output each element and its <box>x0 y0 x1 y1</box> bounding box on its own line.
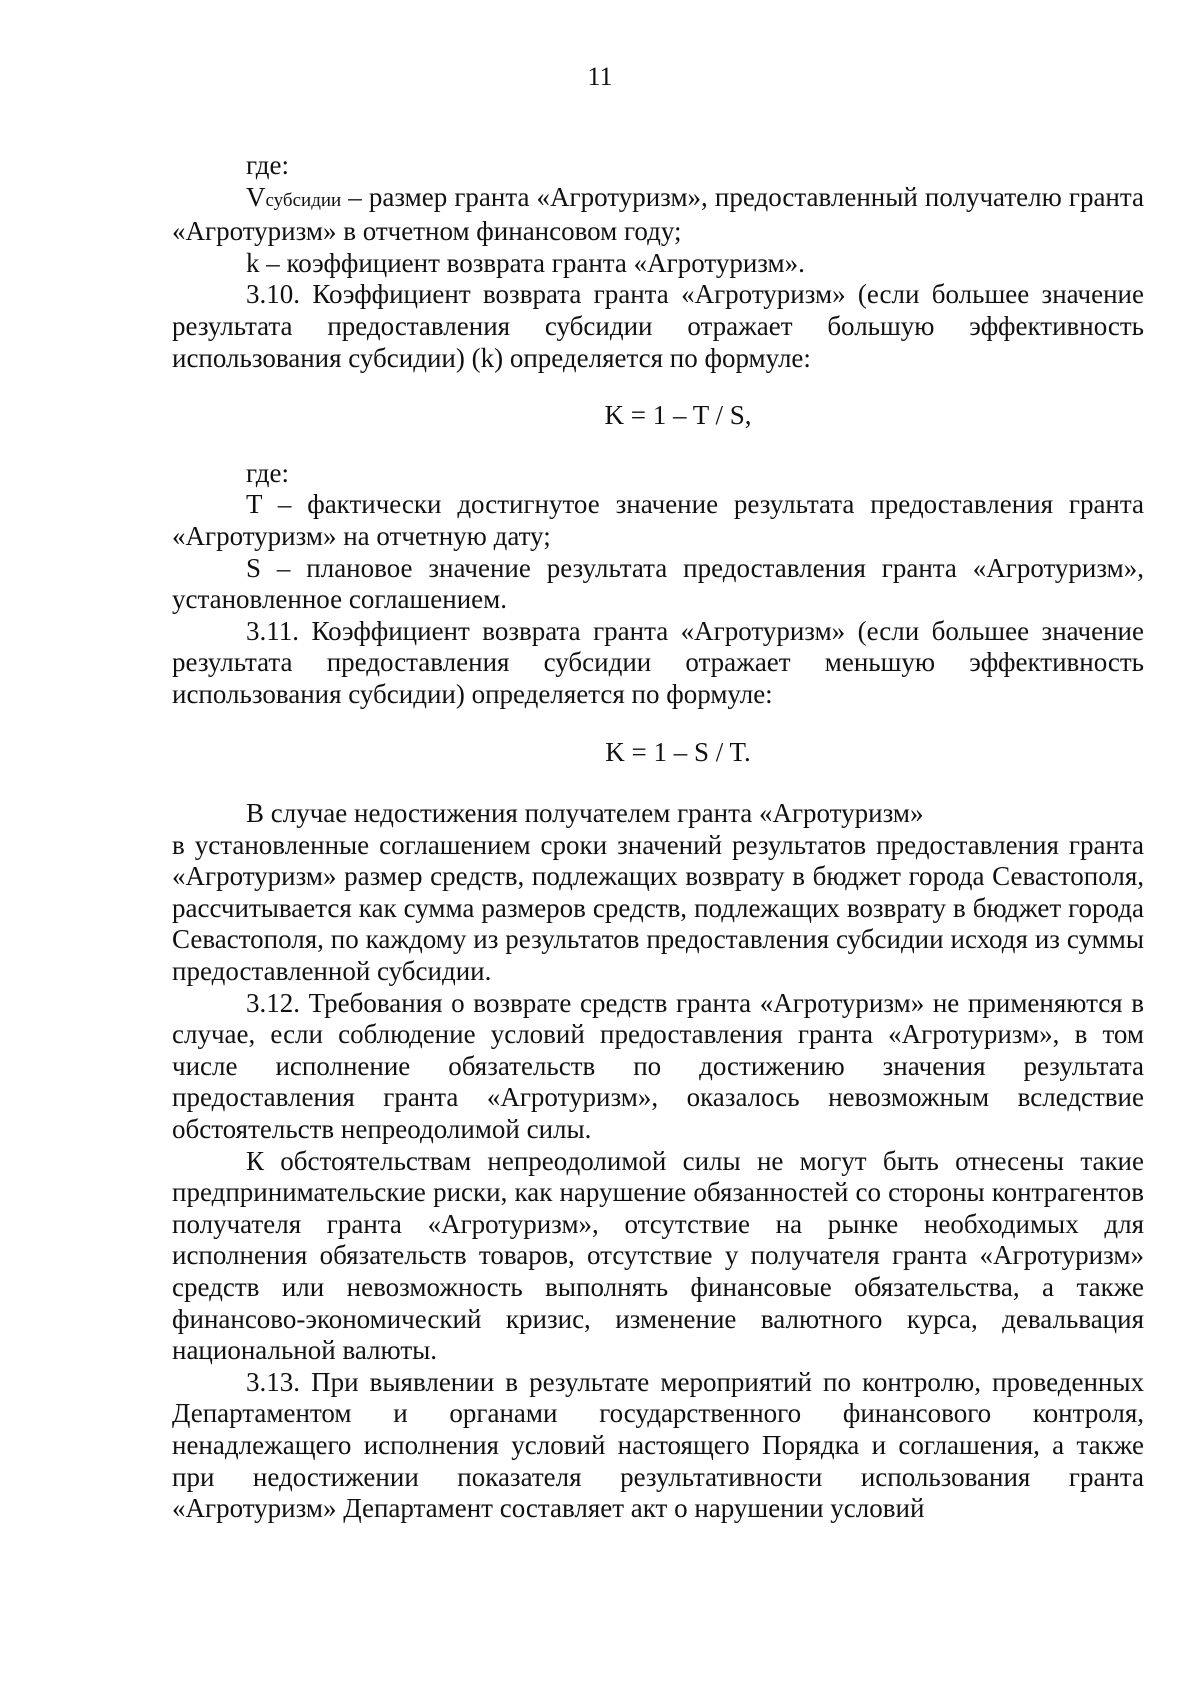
paragraph-force-majeure: К обстоятельствам непреодолимой силы не могут быть отнесены такие предпринимательские риски, как нарушение обязанностей со стороны контрагентов получателя гранта «Агротуризм», отсутствие на рынке необходимых для исполнения обязательств товаров, отсутствие у получателя гранта «Агротуризм» средств или невозможность выполнять финансовые обязательства, а также финансово-экономический кризис, изменение валютного курса, девальвация национальной валюты. <box>172 1145 1144 1366</box>
paragraph-k-definition: k – коэффициент возврата гранта «Агротуризм». <box>246 247 805 278</box>
paragraph-3-12: 3.12. Требования о возврате средств гранта «Агротуризм» не применяются в случае, если соблюдение условий предоставления гранта «Агротуризм», в том числе исполнение обязательств по достижению значения результата предоставления гранта «Агротуризм», оказалось невозможным вследствие обстоятельств непреодолимой силы. <box>172 987 1144 1145</box>
paragraph-non-achievement-line1: В случае недостижения получателем гранта «Агротуризм» <box>246 798 924 829</box>
paragraph-3-11: 3.11. Коэффициент возврата гранта «Агротуризм» (если большее значение результата предоставления субсидии отражает меньшую эффективность использования субсидии) определяется по формуле: <box>172 615 1144 709</box>
paragraph-s-definition: S – плановое значение результата предоставления гранта «Агротуризм», установленное соглашением. <box>172 552 1144 615</box>
paragraph-3-10: 3.10. Коэффициент возврата гранта «Агротуризм» (если большее значение результата предоставления субсидии отражает большую эффективность использования субсидии) (k) определяется по формуле: <box>172 279 1144 373</box>
where-label-1: где: <box>246 150 289 180</box>
paragraph-3-13: 3.13. При выявлении в результате мероприятий по контролю, проведенных Департаментом и органами государственного финансового контроля, ненадлежащего исполнения условий настоящего Порядка и соглашения, а также при недостижении показателя результативности использования гранта «Агротуризм» Департамент составляет акт о нарушении условий <box>172 1366 1144 1524</box>
formula-k-t-s: K = 1 – T / S, <box>604 400 752 431</box>
document-body <box>172 150 1144 1525</box>
v-symbol: V <box>246 181 266 212</box>
paragraph-t-definition: T – фактически достигнутое значение результата предоставления гранта «Агротуризм» на отчетную дату; <box>172 489 1144 551</box>
paragraph-non-achievement: в установленные соглашением сроки значений результатов предоставления гранта «Агротуризм» размер средств, подлежащих возврату в бюджет города Севастополя, рассчитывается как сумма размеров средств, подлежащих возврату в бюджет города Севастополя, по каждому из результатов предоставления субсидии исходя из суммы предоставленной субсидии. <box>172 829 1144 987</box>
formula-k-s-t: K = 1 – S / T. <box>605 736 751 767</box>
page-number: 11 <box>587 62 613 91</box>
paragraph-v-subsidy <box>172 182 1144 248</box>
v-definition: – размер гранта «Агротуризм», предоставленный получателю гранта «Агротуризм» в отчетном финансовом году; <box>172 181 1144 247</box>
v-subscript: субсидии <box>265 189 342 211</box>
where-label-2: где: <box>246 457 289 488</box>
